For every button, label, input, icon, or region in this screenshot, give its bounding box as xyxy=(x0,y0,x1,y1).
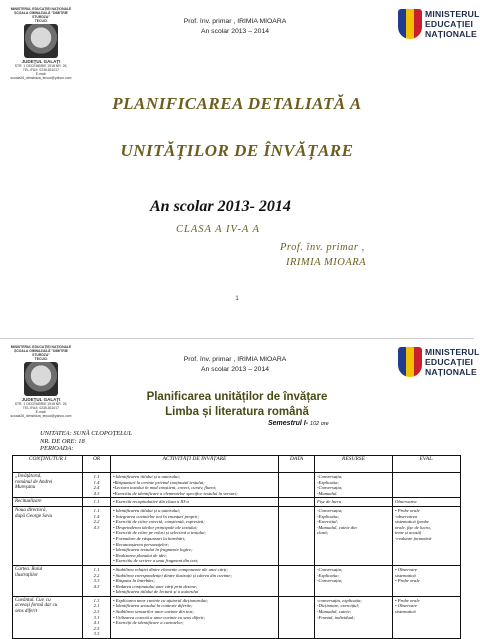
column-header: ACTIVITĂȚI DE ÎNVĂȚARE xyxy=(111,456,279,473)
cell-line: după George Sovu xyxy=(15,513,53,519)
ob-cell xyxy=(83,506,111,565)
ministry-line: MINISTERUL xyxy=(425,9,480,19)
cell-line: -Conversația; xyxy=(317,566,343,572)
cell-line: • Recunoașterea personajelor; xyxy=(113,541,170,547)
cell-line: • Probe orale xyxy=(395,578,420,584)
eval-cell xyxy=(393,565,461,596)
cell-line: • Exercitiu de scriere a unui fragment din text; xyxy=(113,558,199,564)
cell-line: • Identificarea textului în fragmente logice; xyxy=(113,547,193,553)
activities-cell xyxy=(111,506,279,565)
cell-line: aceeași formă dar cu xyxy=(15,603,58,609)
cell-line: • Desprinderea ideilor principale ale textului; xyxy=(113,524,198,530)
cell-line: 4.3 xyxy=(93,490,100,496)
cover-class: CLASA A IV-A A xyxy=(176,224,260,235)
unit-name: UNITATEA: SUNĂ CLOPOȚELUL xyxy=(40,430,133,437)
planning-table xyxy=(12,455,461,639)
activities-cell xyxy=(111,596,279,638)
ob-cell xyxy=(83,498,111,507)
school-email: E-mail: scoala26_dimstrdza_tecuci@yahoo.com xyxy=(10,72,72,80)
cell-line: 2.5 xyxy=(93,625,100,631)
school-line: TECUCI xyxy=(34,357,48,361)
cell-line: Noua directoră, xyxy=(15,507,47,513)
school-address: STR. 1 DECEMBRIE 1918 NR. 26, TEL./FAX: 0236-811017 xyxy=(14,402,68,410)
page-header xyxy=(150,355,320,375)
column-header: OR xyxy=(83,456,111,473)
cell-line: 1.3 xyxy=(93,597,100,603)
school-line: MINISTERUL EDUCAȚIEI NAȚIONALE xyxy=(10,345,72,349)
cell-line: • Exerciții de identificare a cuvintelor; xyxy=(113,620,184,626)
ob-cell xyxy=(83,565,111,596)
cover-title-line2: UNITĂȚILOR DE ÎNVĂȚARE xyxy=(120,141,354,160)
cell-line: -observarea xyxy=(395,513,418,519)
cell-line: 2.2 xyxy=(93,572,100,578)
cell-line: • Exercitii recapitulative din clasa a III-a xyxy=(113,499,189,505)
cell-line: sistematică xyxy=(395,572,416,578)
cell-line: 1.1 xyxy=(93,499,100,505)
content-cell xyxy=(13,506,83,565)
resources-cell xyxy=(315,596,393,638)
cover-prof-name: IRIMIA MIOARA xyxy=(286,257,367,268)
cell-line: ilustrațiilor xyxy=(15,572,39,578)
cell-line: -evaluare formativă xyxy=(395,535,432,541)
plan-subject: Limba și literatura română xyxy=(165,406,309,418)
activities-cell xyxy=(111,498,279,507)
table-row xyxy=(13,473,461,498)
header-prof: Prof. înv. primar , IRIMIA MIOARA xyxy=(183,18,287,25)
cell-line: •Lectura textului în mod conștient, corect, cursiv, fluent; xyxy=(113,485,217,491)
cell-line: • Integrarea cuvintelor noi în enunțuri proprii; xyxy=(113,513,199,519)
cell-line: 3.3 xyxy=(93,578,100,584)
cell-line: 2.1 xyxy=(93,603,100,609)
cell-line: -Conversația; xyxy=(317,507,343,513)
planning-page xyxy=(0,340,480,637)
school-line: MINISTERUL EDUCAȚIEI NAȚIONALE xyxy=(10,7,72,11)
cell-line: sistematică (probe xyxy=(395,519,429,525)
table-row xyxy=(13,596,461,638)
ministry-logo xyxy=(398,345,480,397)
cell-line: Fișe de lucru xyxy=(317,499,342,505)
cell-line: 2.2 xyxy=(93,519,100,525)
cell-line: -Dicționare, exercițiul; xyxy=(317,603,360,609)
unit-meta xyxy=(40,430,132,453)
cell-line: -Explicatia; xyxy=(317,513,339,519)
cell-line: 1.4 xyxy=(93,513,100,519)
cell-line: 4.1 xyxy=(93,620,100,626)
ministry-line: MINISTERUL xyxy=(425,347,480,357)
cell-line: 4.3 xyxy=(93,524,100,530)
ministry-crest-icon xyxy=(398,347,422,377)
semester-hours: 102 ore xyxy=(310,421,329,427)
cell-line: Recitualizare xyxy=(15,499,42,505)
date-cell xyxy=(279,565,315,596)
header-year: An scolar 2013 – 2014 xyxy=(200,366,270,373)
page-header xyxy=(150,17,320,37)
cell-line: 3.3 xyxy=(93,631,100,637)
cell-line: orale, fișe de lucru, xyxy=(395,524,431,530)
table-row xyxy=(13,498,461,507)
school-email: E-mail: scoala26_dimstrdza_tecuci@yahoo.com xyxy=(10,410,72,418)
cell-line: • Probe orale xyxy=(395,597,420,603)
eval-cell xyxy=(393,473,461,498)
unit-hours: NR. DE ORE: 18 xyxy=(40,437,85,445)
table-row xyxy=(13,506,461,565)
cover-prof: Prof. înv. primar , xyxy=(280,242,365,253)
cell-line: 1.4 xyxy=(93,479,100,485)
ministry-logo xyxy=(398,7,480,59)
county-label: JUDEȚUL GALAȚI xyxy=(21,397,61,402)
cell-line: -Conversația; xyxy=(317,474,343,479)
cell-line: -Exercitiul; xyxy=(317,519,339,525)
eval-cell xyxy=(393,498,461,507)
ob-cell xyxy=(83,473,111,498)
cell-line: • Observare xyxy=(395,603,417,609)
cell-line: 1.1 xyxy=(93,474,100,479)
column-header: RESURSE xyxy=(315,456,393,473)
cell-line: Cuvântul. Cuv. cu xyxy=(15,597,51,603)
ministry-line: EDUCAȚIEI xyxy=(425,357,474,367)
semester-label xyxy=(268,420,329,427)
cell-line: •Exercitiu de identificare a elementelor specifice textului în versuri; xyxy=(113,490,238,496)
cell-line: • Formulare de răspunsuri la întrebări; xyxy=(113,535,186,541)
cell-line: • Identificarea titlului și a autorului; xyxy=(113,507,181,513)
school-patron-portrait xyxy=(24,24,58,58)
plan-title: Planificarea unităților de învățare xyxy=(146,391,328,403)
ministry-line: NAȚIONALE xyxy=(425,367,477,377)
cell-line: • Utilizarea corectă a unor cuvinte cu sens diferit; xyxy=(113,614,206,620)
date-cell xyxy=(279,596,315,638)
cell-line: • Stabilirea sensurilor unor cuvinte din text; xyxy=(113,609,195,615)
eval-cell xyxy=(393,506,461,565)
cell-line: • Stabilirea corespondenței dintre ilustrații și câteva din cuvinte; xyxy=(113,572,232,578)
cell-line: 2.3 xyxy=(93,609,100,615)
school-line: TECUCI xyxy=(34,19,48,23)
date-cell xyxy=(279,473,315,498)
cell-line: • Identificarea titlului de lectură și a autorului xyxy=(113,589,199,595)
content-cell xyxy=(13,565,83,596)
cell-line: Observarea xyxy=(395,499,417,505)
cell-line: sens diferit xyxy=(15,609,38,615)
unit-period: PERIOADA: xyxy=(40,445,74,452)
cell-line: 1.1 xyxy=(93,507,100,513)
cell-line: -Conversația; xyxy=(317,485,343,491)
cover-title-line1: PLANIFICAREA DETALIATĂ A xyxy=(112,94,362,113)
content-cell xyxy=(13,498,83,507)
ministry-line: EDUCAȚIEI xyxy=(425,19,474,29)
cell-line: • Redarea conținutului unei cărți prin desene; xyxy=(113,583,198,589)
cell-line: românul de Andrei xyxy=(15,479,53,485)
cell-line: 4.3 xyxy=(93,583,100,589)
cell-line: -conversația, explicația; xyxy=(317,597,362,603)
semester-text: Semestrul I- xyxy=(268,420,309,427)
cell-line: • Exercitii de citire pe roluri și selectivă a textului; xyxy=(113,530,207,536)
page-number: 1 xyxy=(235,296,239,302)
school-logo-block xyxy=(8,7,74,80)
cell-line: teme și acasă) xyxy=(395,530,422,536)
cell-line: • Explicarea unor cuvinte cu ajutorul dicționarului; xyxy=(113,597,209,603)
table-row xyxy=(13,565,461,596)
header-prof: Prof. înv. primar , IRIMIA MIOARA xyxy=(183,356,287,363)
cell-line: 2.4 xyxy=(93,485,100,491)
cell-line: 3.1 xyxy=(93,614,100,620)
resources-cell xyxy=(315,506,393,565)
cell-line: • Răspuns la întrebări; xyxy=(113,578,155,584)
ministry-crest-icon xyxy=(398,9,422,39)
school-address: STR. 1 DECEMBRIE 1918 NR. 26, TEL./FAX: 0236-811017 xyxy=(14,64,68,72)
cell-line: sistematică xyxy=(395,609,416,615)
cell-line: -Manualul, caiete; xyxy=(317,609,352,615)
cell-line: 1.1 xyxy=(93,566,100,572)
resources-cell xyxy=(315,565,393,596)
header-year: An scolar 2013 – 2014 xyxy=(200,28,270,35)
activities-cell xyxy=(111,473,279,498)
table-header-row xyxy=(13,456,461,473)
content-cell xyxy=(13,596,83,638)
date-cell xyxy=(279,498,315,507)
ob-cell xyxy=(83,596,111,638)
cell-line: -Explicatia; xyxy=(317,479,339,485)
cell-line: • Identificarea sensului în contexte diferite; xyxy=(113,603,193,609)
cell-line: -Manualul. xyxy=(317,490,338,496)
cell-line: Mureșanu xyxy=(15,485,36,491)
activities-cell xyxy=(111,565,279,596)
cell-line: clasă; xyxy=(317,530,329,536)
resources-cell xyxy=(315,473,393,498)
content-cell xyxy=(13,473,83,498)
cell-line: •Răspunsuri la cerinte privind conținutul textului; xyxy=(113,479,205,485)
cell-line: • Exercitii de citire corectă, conștientă, expresivă; xyxy=(113,519,205,525)
page-separator xyxy=(0,338,474,339)
column-header: DATA xyxy=(279,456,315,473)
date-cell xyxy=(279,506,315,565)
eval-cell xyxy=(393,596,461,638)
cell-line: • Observare xyxy=(395,566,417,572)
cell-line: • Identificarea titlului și a autorului; xyxy=(113,474,181,479)
cell-line: „Învățătorul, xyxy=(15,474,42,479)
cell-line: • Probe orale xyxy=(395,507,420,513)
cell-line: -Manualul, caiete din xyxy=(317,524,357,530)
cell-line: -Explicatia; xyxy=(317,572,339,578)
cell-line: • Stabilirea relației dintre elemente componente ale unei cărți; xyxy=(113,566,228,572)
column-header: CONȚINUTUR I xyxy=(13,456,83,473)
school-line: ȘCOALA GIMNAZIALĂ "DIMITRIE STURDZA" xyxy=(14,11,68,19)
county-label: JUDEȚUL GALAȚI xyxy=(21,59,61,64)
cell-line: -Conversația; xyxy=(317,578,343,584)
resources-cell xyxy=(315,498,393,507)
ministry-line: NAȚIONALE xyxy=(425,29,477,39)
cover-school-year: An scolar 2013- 2014 xyxy=(150,198,291,215)
cell-line: • Realizarea planului de idei; xyxy=(113,552,168,558)
column-header: EVAL. xyxy=(393,456,461,473)
cell-line: -Frontal, individual; xyxy=(317,614,355,620)
school-line: ȘCOALA GIMNAZIALĂ "DIMITRIE STURDZA" xyxy=(14,349,68,357)
cell-line: Cartea. Rolul xyxy=(15,566,43,572)
